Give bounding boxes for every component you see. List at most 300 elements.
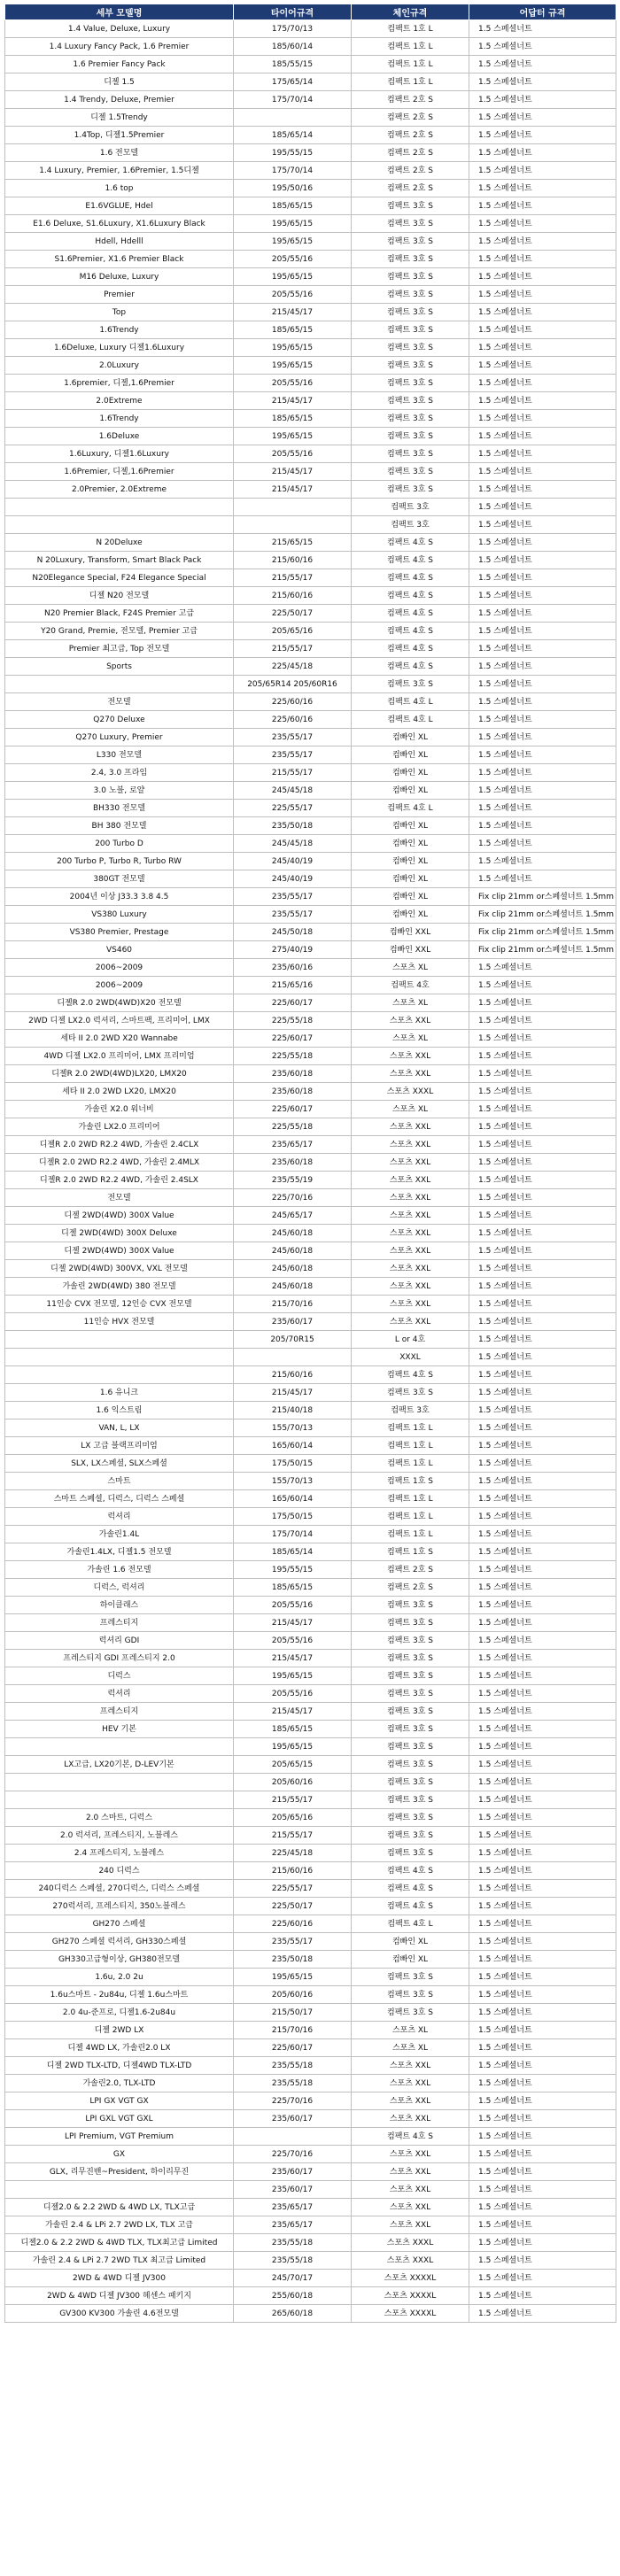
table-row	[5, 2163, 616, 2181]
cell-adapter-size: Fix clip 21mm or스페셜너트 1.5mm	[469, 941, 616, 959]
cell-tire-size: 205/60/16	[234, 1986, 352, 2004]
cell-chain-size: 컴팩트 3호 S	[352, 1703, 469, 1721]
cell-adapter-size: 1.5 스페셜너트	[469, 1951, 616, 1969]
cell-adapter-size: 1.5 스페셜너트	[469, 1632, 616, 1650]
table-row	[5, 2110, 616, 2128]
cell-chain-size: 스포츠 XXXXL	[352, 2270, 469, 2287]
cell-chain-size: 컴팩트 4호 S	[352, 623, 469, 640]
cell-tire-size: 215/45/17	[234, 1650, 352, 1667]
cell-chain-size: 컴팩트 3호 S	[352, 286, 469, 304]
cell-tire-size: 215/60/16	[234, 587, 352, 605]
cell-model: 스마트 스페셜, 디럭스, 디럭스 스페셜	[5, 1490, 234, 1508]
cell-adapter-size: 1.5 스페셜너트	[469, 1650, 616, 1667]
cell-adapter-size: 1.5 스페셜너트	[469, 676, 616, 693]
cell-chain-size: 스포츠 XXL	[352, 1225, 469, 1242]
cell-tire-size: 195/65/15	[234, 268, 352, 286]
cell-chain-size: 컴팩트 1호 L	[352, 38, 469, 56]
cell-adapter-size: 1.5 스페셜너트	[469, 800, 616, 817]
cell-model: 가솔린 2.4 & LPi 2.7 2WD TLX 최고급 Limited	[5, 2252, 234, 2270]
cell-tire-size: 235/60/17	[234, 2163, 352, 2181]
cell-chain-size: 컴팩트 1호 L	[352, 1490, 469, 1508]
cell-adapter-size: 1.5 스페셜너트	[469, 782, 616, 800]
table-row	[5, 2128, 616, 2146]
cell-chain-size: 컴팩트 4호 S	[352, 2128, 469, 2146]
table-row	[5, 1614, 616, 1632]
cell-model	[5, 1774, 234, 1791]
cell-model: BH330 전모델	[5, 800, 234, 817]
cell-chain-size: 컴빠인 XL	[352, 835, 469, 853]
cell-chain-size: 컴팩트 3호 S	[352, 357, 469, 375]
cell-chain-size: 스포츠 XXL	[352, 1260, 469, 1278]
cell-adapter-size: 1.5 스페셜너트	[469, 2199, 616, 2216]
cell-model: 디젤 2WD TLX-LTD, 디젤4WD TLX-LTD	[5, 2057, 234, 2075]
cell-chain-size: 컴팩트 3호 S	[352, 1969, 469, 1986]
cell-chain-size: 컴팩트 1호 L	[352, 1526, 469, 1543]
cell-tire-size: 235/60/18	[234, 1065, 352, 1083]
cell-adapter-size: 1.5 스페셜너트	[469, 1242, 616, 1260]
table-row	[5, 941, 616, 959]
cell-model	[5, 676, 234, 693]
cell-adapter-size: 1.5 스페셜너트	[469, 1030, 616, 1048]
table-row	[5, 994, 616, 1012]
cell-adapter-size: 1.5 스페셜너트	[469, 1207, 616, 1225]
cell-adapter-size: 1.5 스페셜너트	[469, 2004, 616, 2022]
cell-tire-size: 195/65/15	[234, 215, 352, 233]
cell-adapter-size: 1.5 스페셜너트	[469, 1774, 616, 1791]
cell-model: Q270 Deluxe	[5, 711, 234, 729]
cell-adapter-size: 1.5 스페셜너트	[469, 180, 616, 197]
cell-tire-size: 225/55/17	[234, 1880, 352, 1898]
cell-model: 3.0 노블, 로얄	[5, 782, 234, 800]
cell-tire-size: 215/45/17	[234, 1703, 352, 1721]
cell-chain-size: 컴팩트 1호 S	[352, 1543, 469, 1561]
cell-chain-size: 스포츠 XXL	[352, 2199, 469, 2216]
table-row	[5, 1402, 616, 1420]
cell-adapter-size: 1.5 스페셜너트	[469, 959, 616, 977]
cell-tire-size: 235/65/17	[234, 2216, 352, 2234]
cell-chain-size: 컴팩트 3호 S	[352, 392, 469, 410]
cell-model: LPI GXL VGT GXL	[5, 2110, 234, 2128]
cell-chain-size: 스포츠 XXXL	[352, 2252, 469, 2270]
cell-chain-size: 스포츠 XXL	[352, 1065, 469, 1083]
table-row	[5, 676, 616, 693]
cell-adapter-size: 1.5 스페셜너트	[469, 2075, 616, 2093]
cell-model: 디젤R 2.0 2WD R2.2 4WD, 가솔린 2.4CLX	[5, 1136, 234, 1154]
cell-model: 디젤R 2.0 2WD(4WD)LX20, LMX20	[5, 1065, 234, 1083]
cell-model: 2.0Premier, 2.0Extreme	[5, 481, 234, 499]
cell-model: 프레스티지 GDI 프레스티지 2.0	[5, 1650, 234, 1667]
table-row	[5, 2075, 616, 2093]
cell-adapter-size: 1.5 스페셜너트	[469, 640, 616, 658]
cell-model: 2.0 4u-준프로, 디젤1.6-2u84u	[5, 2004, 234, 2022]
table-row	[5, 339, 616, 357]
cell-chain-size: 컴팩트 3호 S	[352, 463, 469, 481]
cell-model: LX고급, LX20기본, D-LEV기본	[5, 1756, 234, 1774]
cell-chain-size: 스포츠 XXL	[352, 1278, 469, 1296]
cell-tire-size: 235/55/17	[234, 906, 352, 924]
cell-tire-size: 215/45/17	[234, 392, 352, 410]
cell-tire-size: 185/65/15	[234, 1721, 352, 1738]
spec-sheet	[4, 4, 616, 2323]
cell-model: GLX, 리무진밴~President, 하이리무진	[5, 2163, 234, 2181]
cell-chain-size: 컴팩트 3호 S	[352, 2004, 469, 2022]
cell-chain-size: 컴팩트 1호 L	[352, 1437, 469, 1455]
table-row	[5, 1880, 616, 1898]
cell-model: LPI Premium, VGT Premium	[5, 2128, 234, 2146]
cell-tire-size: 215/45/17	[234, 1384, 352, 1402]
cell-model	[5, 1349, 234, 1366]
cell-chain-size: 컴팩트 4호 L	[352, 1915, 469, 1933]
cell-chain-size: 컴팩트 2호 S	[352, 162, 469, 180]
cell-tire-size: 195/65/15	[234, 233, 352, 251]
cell-adapter-size: 1.5 스페셜너트	[469, 321, 616, 339]
cell-adapter-size: 1.5 스페셜너트	[469, 587, 616, 605]
cell-model: Sports	[5, 658, 234, 676]
cell-model: VS380 Luxury	[5, 906, 234, 924]
cell-chain-size: L or 4호	[352, 1331, 469, 1349]
table-row	[5, 888, 616, 906]
cell-tire-size: 195/55/15	[234, 1561, 352, 1579]
cell-adapter-size: 1.5 스페셜너트	[469, 623, 616, 640]
cell-adapter-size: 1.5 스페셜너트	[469, 481, 616, 499]
cell-chain-size: 컴빠인 XL	[352, 764, 469, 782]
cell-model: 디럭스	[5, 1667, 234, 1685]
cell-tire-size: 235/55/19	[234, 1172, 352, 1189]
cell-tire-size: 235/60/18	[234, 1154, 352, 1172]
cell-model	[5, 1331, 234, 1349]
cell-chain-size: 컴팩트 4호 S	[352, 1880, 469, 1898]
table-row	[5, 304, 616, 321]
cell-model: 1.6Deluxe, Luxury 디젤1.6Luxury	[5, 339, 234, 357]
table-row	[5, 640, 616, 658]
table-row	[5, 1118, 616, 1136]
table-row	[5, 835, 616, 853]
cell-chain-size: 스포츠 XXL	[352, 1242, 469, 1260]
table-row	[5, 410, 616, 428]
cell-chain-size: 컴팩트 4호	[352, 977, 469, 994]
cell-chain-size: 컴팩트 1호 L	[352, 73, 469, 91]
cell-model	[5, 2181, 234, 2199]
header-chain-size: 체인규격	[352, 4, 469, 20]
cell-chain-size: 컴팩트 1호 L	[352, 20, 469, 38]
cell-tire-size: 215/55/17	[234, 1827, 352, 1845]
cell-model: 200 Turbo D	[5, 835, 234, 853]
cell-model: 4WD 디젤 LX2.0 프리미어, LMX 프리미엄	[5, 1048, 234, 1065]
cell-tire-size: 215/60/16	[234, 552, 352, 569]
cell-adapter-size: 1.5 스페셜너트	[469, 1597, 616, 1614]
cell-chain-size: 스포츠 XL	[352, 959, 469, 977]
cell-chain-size: 컴팩트 3호 S	[352, 1650, 469, 1667]
cell-tire-size: 185/65/14	[234, 1543, 352, 1561]
cell-chain-size: 컴팩트 3호	[352, 499, 469, 516]
cell-adapter-size: 1.5 스페셜너트	[469, 1685, 616, 1703]
cell-chain-size: 컴빠인 XL	[352, 870, 469, 888]
cell-chain-size: 스포츠 XXL	[352, 1296, 469, 1313]
cell-tire-size: 235/55/18	[234, 2234, 352, 2252]
cell-model: Y20 Grand, Premie, 전모델, Premier 고급	[5, 623, 234, 640]
table-row	[5, 375, 616, 392]
cell-chain-size: 컴팩트 3호 S	[352, 304, 469, 321]
cell-adapter-size: 1.5 스페셜너트	[469, 1880, 616, 1898]
cell-adapter-size: 1.5 스페셜너트	[469, 1969, 616, 1986]
cell-model: 1.6u, 2.0 2u	[5, 1969, 234, 1986]
cell-tire-size: 225/60/17	[234, 1030, 352, 1048]
cell-tire-size: 275/40/19	[234, 941, 352, 959]
cell-tire-size: 205/55/16	[234, 445, 352, 463]
cell-chain-size: 컴팩트 3호 S	[352, 445, 469, 463]
cell-tire-size: 245/45/18	[234, 782, 352, 800]
cell-adapter-size: 1.5 스페셜너트	[469, 428, 616, 445]
cell-adapter-size: 1.5 스페셜너트	[469, 516, 616, 534]
cell-model: VS380 Premier, Prestage	[5, 924, 234, 941]
cell-tire-size: 225/45/18	[234, 658, 352, 676]
cell-model: GH330고급형이상, GH380전모델	[5, 1951, 234, 1969]
cell-chain-size: 컴빠인 XL	[352, 1951, 469, 1969]
table-row	[5, 1738, 616, 1756]
cell-chain-size: 컴팩트 1호 S	[352, 1473, 469, 1490]
cell-adapter-size: 1.5 스페셜너트	[469, 658, 616, 676]
cell-adapter-size: 1.5 스페셜너트	[469, 1862, 616, 1880]
cell-adapter-size: 1.5 스페셜너트	[469, 304, 616, 321]
cell-model: 가솔린 2WD(4WD) 380 전모델	[5, 1278, 234, 1296]
cell-adapter-size: 1.5 스페셜너트	[469, 1473, 616, 1490]
cell-chain-size: 스포츠 XXL	[352, 1048, 469, 1065]
cell-model: N 20Deluxe	[5, 534, 234, 552]
cell-model: E1.6VGLUE, Hdel	[5, 197, 234, 215]
cell-tire-size: 185/65/14	[234, 127, 352, 144]
cell-adapter-size: 1.5 스페셜너트	[469, 2093, 616, 2110]
cell-tire-size: 155/70/13	[234, 1420, 352, 1437]
cell-adapter-size: 1.5 스페셜너트	[469, 817, 616, 835]
cell-tire-size: 215/60/16	[234, 1862, 352, 1880]
cell-model: 디젤 4WD LX, 가솔린2.0 LX	[5, 2039, 234, 2057]
cell-chain-size: 스포츠 XXL	[352, 2181, 469, 2199]
cell-chain-size: 컴팩트 3호 S	[352, 197, 469, 215]
cell-chain-size: 컴팩트 2호 S	[352, 1579, 469, 1597]
table-row	[5, 693, 616, 711]
header-model: 세부 모델명	[5, 4, 234, 20]
cell-adapter-size: 1.5 스페셜너트	[469, 1579, 616, 1597]
cell-chain-size: 컴빠인 XXL	[352, 941, 469, 959]
cell-tire-size: 195/65/15	[234, 357, 352, 375]
table-row	[5, 1260, 616, 1278]
cell-adapter-size: 1.5 스페셜너트	[469, 357, 616, 375]
cell-model: 디젤R 2.0 2WD R2.2 4WD, 가솔린 2.4MLX	[5, 1154, 234, 1172]
cell-tire-size: 245/40/19	[234, 870, 352, 888]
cell-chain-size: 컴팩트 3호 S	[352, 1384, 469, 1402]
cell-tire-size: 205/55/16	[234, 286, 352, 304]
cell-chain-size: 컴팩트 3호	[352, 1402, 469, 1420]
table-row	[5, 1242, 616, 1260]
cell-tire-size: 205/65/15	[234, 1756, 352, 1774]
table-row	[5, 2270, 616, 2287]
cell-chain-size: 컴빠인 XL	[352, 1933, 469, 1951]
cell-tire-size: 185/65/15	[234, 321, 352, 339]
cell-tire-size: 215/60/16	[234, 1366, 352, 1384]
cell-model: LPI GX VGT GX	[5, 2093, 234, 2110]
cell-adapter-size: 1.5 스페셜너트	[469, 534, 616, 552]
table-row	[5, 782, 616, 800]
cell-chain-size: 스포츠 XXL	[352, 2057, 469, 2075]
cell-adapter-size: 1.5 스페셜너트	[469, 1437, 616, 1455]
cell-chain-size: 스포츠 XXL	[352, 2146, 469, 2163]
cell-model: VS460	[5, 941, 234, 959]
cell-tire-size: 235/55/17	[234, 729, 352, 746]
cell-tire-size	[234, 2128, 352, 2146]
cell-chain-size: 스포츠 XXL	[352, 1172, 469, 1189]
cell-chain-size: 컴팩트 3호 S	[352, 1827, 469, 1845]
cell-model: 1.6Trendy	[5, 410, 234, 428]
cell-adapter-size: 1.5 스페셜너트	[469, 2163, 616, 2181]
cell-chain-size: 컴팩트 1호 L	[352, 56, 469, 73]
cell-model: 1.4 Luxury, Premier, 1.6Premier, 1.5디젤	[5, 162, 234, 180]
cell-model: 럭셔리	[5, 1685, 234, 1703]
cell-model: 럭셔리 GDI	[5, 1632, 234, 1650]
cell-tire-size: 165/60/14	[234, 1490, 352, 1508]
cell-chain-size: 컴팩트 3호 S	[352, 1721, 469, 1738]
cell-adapter-size: 1.5 스페셜너트	[469, 1420, 616, 1437]
cell-tire-size: 235/55/18	[234, 2057, 352, 2075]
cell-model: 1.4 Trendy, Deluxe, Premier	[5, 91, 234, 109]
cell-adapter-size: 1.5 스페셜너트	[469, 2110, 616, 2128]
cell-tire-size: 235/65/17	[234, 2199, 352, 2216]
cell-model: 1.6Luxury, 디젤1.6Luxury	[5, 445, 234, 463]
cell-model: 전모델	[5, 693, 234, 711]
cell-chain-size: 스포츠 XXXL	[352, 1083, 469, 1101]
table-row	[5, 1721, 616, 1738]
cell-adapter-size: 1.5 스페셜너트	[469, 1278, 616, 1296]
cell-model: 디럭스, 럭셔리	[5, 1579, 234, 1597]
cell-tire-size: 225/45/18	[234, 1845, 352, 1862]
cell-tire-size: 175/70/14	[234, 91, 352, 109]
cell-adapter-size: 1.5 스페셜너트	[469, 1703, 616, 1721]
cell-tire-size: 235/60/17	[234, 1313, 352, 1331]
table-row	[5, 1667, 616, 1685]
cell-tire-size: 205/55/16	[234, 251, 352, 268]
cell-model: 디젤 2WD LX	[5, 2022, 234, 2039]
cell-adapter-size: 1.5 스페셜너트	[469, 268, 616, 286]
table-row	[5, 321, 616, 339]
table-row	[5, 1703, 616, 1721]
table-row	[5, 1065, 616, 1083]
cell-model: 디젤R 2.0 2WD(4WD)X20 전모델	[5, 994, 234, 1012]
cell-adapter-size: 1.5 스페셜너트	[469, 2057, 616, 2075]
table-row	[5, 2252, 616, 2270]
cell-model: 1.6Trendy	[5, 321, 234, 339]
cell-chain-size: 스포츠 XXXL	[352, 2234, 469, 2252]
cell-chain-size: 스포츠 XXXXL	[352, 2287, 469, 2305]
cell-chain-size: 컴팩트 3호 S	[352, 321, 469, 339]
cell-adapter-size: 1.5 스페셜너트	[469, 1349, 616, 1366]
table-row	[5, 764, 616, 782]
cell-adapter-size: 1.5 스페셜너트	[469, 1313, 616, 1331]
cell-tire-size: 215/70/16	[234, 1296, 352, 1313]
cell-tire-size: 185/60/14	[234, 38, 352, 56]
cell-tire-size: 215/55/17	[234, 569, 352, 587]
cell-model: 세타 II 2.0 2WD X20 Wannabe	[5, 1030, 234, 1048]
cell-model: N 20Luxury, Transform, Smart Black Pack	[5, 552, 234, 569]
table-row	[5, 1331, 616, 1349]
cell-model: L330 전모델	[5, 746, 234, 764]
table-row	[5, 38, 616, 56]
cell-adapter-size: 1.5 스페셜너트	[469, 1296, 616, 1313]
cell-chain-size: 컴팩트 3호 S	[352, 428, 469, 445]
table-row	[5, 853, 616, 870]
cell-chain-size: 컴팩트 3호 S	[352, 233, 469, 251]
cell-chain-size: 컴팩트 3호 S	[352, 1614, 469, 1632]
table-row	[5, 73, 616, 91]
table-row	[5, 870, 616, 888]
cell-tire-size: 195/65/15	[234, 339, 352, 357]
cell-chain-size: 스포츠 XXL	[352, 2110, 469, 2128]
cell-adapter-size: 1.5 스페셜너트	[469, 1384, 616, 1402]
table-row	[5, 1526, 616, 1543]
cell-model: 1.6 전모델	[5, 144, 234, 162]
table-row	[5, 1845, 616, 1862]
table-row	[5, 2022, 616, 2039]
table-row	[5, 1172, 616, 1189]
cell-chain-size: 스포츠 XL	[352, 1030, 469, 1048]
cell-chain-size: 컴팩트 4호 S	[352, 587, 469, 605]
cell-model: 가솔린1.4L	[5, 1526, 234, 1543]
cell-adapter-size: 1.5 스페셜너트	[469, 1561, 616, 1579]
cell-tire-size: 175/65/14	[234, 73, 352, 91]
table-row	[5, 1136, 616, 1154]
cell-tire-size: 205/65R14 205/60R16	[234, 676, 352, 693]
cell-adapter-size: 1.5 스페셜너트	[469, 463, 616, 481]
table-row	[5, 499, 616, 516]
cell-model: 디젤 1.5Trendy	[5, 109, 234, 127]
cell-tire-size: 225/60/17	[234, 994, 352, 1012]
cell-model: 270럭셔리, 프레스티지, 350노블레스	[5, 1898, 234, 1915]
cell-chain-size: 컴팩트 4호 S	[352, 552, 469, 569]
cell-model: 디젤 N20 전모델	[5, 587, 234, 605]
cell-model: GX	[5, 2146, 234, 2163]
cell-tire-size: 215/45/17	[234, 1614, 352, 1632]
cell-model: GV300 KV300 가솔린 4.6전모델	[5, 2305, 234, 2323]
table-row	[5, 463, 616, 481]
cell-chain-size: 스포츠 XXL	[352, 1313, 469, 1331]
table-row	[5, 1791, 616, 1809]
cell-model	[5, 1791, 234, 1809]
cell-model: 240 디럭스	[5, 1862, 234, 1880]
cell-chain-size: 컴팩트 3호 S	[352, 1667, 469, 1685]
cell-adapter-size: 1.5 스페셜너트	[469, 1189, 616, 1207]
table-row	[5, 534, 616, 552]
table-row	[5, 729, 616, 746]
cell-chain-size: 컴팩트 4호 S	[352, 1862, 469, 1880]
cell-adapter-size: 1.5 스페셜너트	[469, 1986, 616, 2004]
cell-model: HEV 기본	[5, 1721, 234, 1738]
cell-adapter-size: 1.5 스페셜너트	[469, 375, 616, 392]
cell-chain-size: 컴팩트 3호 S	[352, 1738, 469, 1756]
cell-model: 가솔린2.0, TLX-LTD	[5, 2075, 234, 2093]
cell-adapter-size: 1.5 스페셜너트	[469, 20, 616, 38]
cell-adapter-size: 1.5 스페셜너트	[469, 1083, 616, 1101]
cell-chain-size: 스포츠 XXL	[352, 1189, 469, 1207]
cell-adapter-size: 1.5 스페셜너트	[469, 1455, 616, 1473]
table-row	[5, 445, 616, 463]
table-row	[5, 428, 616, 445]
cell-adapter-size: 1.5 스페셜너트	[469, 1721, 616, 1738]
cell-model: 1.6 유니크	[5, 1384, 234, 1402]
cell-chain-size: 컴팩트 4호 L	[352, 693, 469, 711]
cell-chain-size: 컴팩트 3호 S	[352, 1597, 469, 1614]
cell-tire-size: 195/65/15	[234, 428, 352, 445]
cell-adapter-size: 1.5 스페셜너트	[469, 215, 616, 233]
cell-model: 1.4Top, 디젤1.5Premier	[5, 127, 234, 144]
cell-chain-size: 스포츠 XXL	[352, 1118, 469, 1136]
